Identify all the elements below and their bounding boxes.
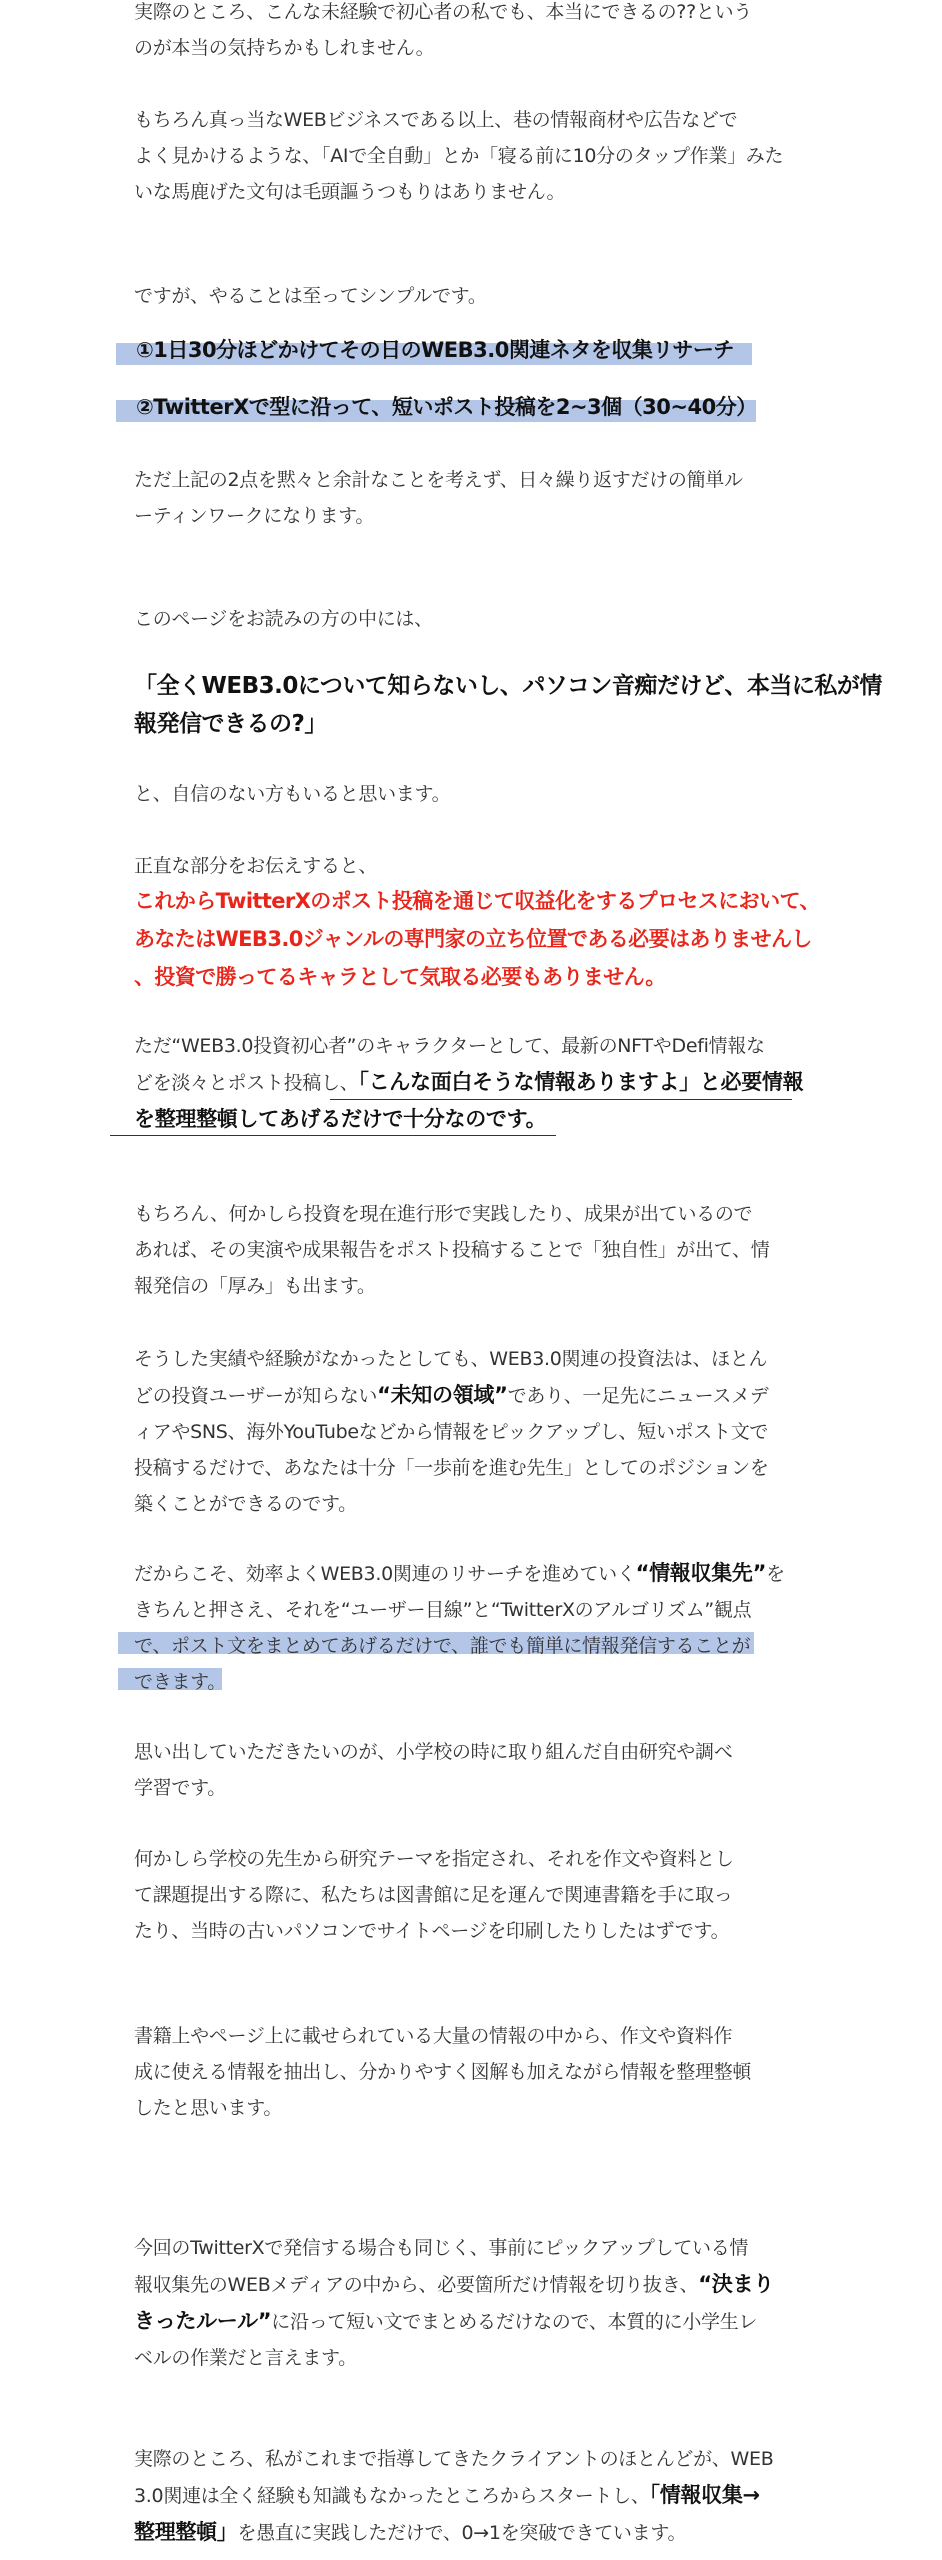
bold-segment: “未知の領域” [377,1383,508,1407]
bold-segment: 「情報収集→ [649,2483,760,2507]
text-line: もちろん、何かしら投資を現在進行形で実践したり、成果が出ているので [134,1203,753,1225]
text-line: ィアやSNS、海外YouTubeなどから情報をピックアップし、短いポスト文で [134,1421,769,1443]
paragraph-no-confidence [134,776,794,812]
text-line: ベルの作業だと言えます。 [134,2347,357,2369]
text-line: ですが、やることは至ってシンプルです。 [134,285,487,307]
text-line [134,1377,794,1414]
text-line: きちんと押さえ、それを“ユーザー目線”と“TwitterXのアルゴリズム”観点 [134,1599,752,1621]
text-line: 書籍上やページ上に載せられている大量の情報の中から、作文や資料作 [134,2025,733,2047]
red-emphasis [134,882,820,996]
paragraph-doubt [134,0,794,66]
text-line [134,2303,794,2340]
text-line: 実際のところ、こんな未経験で初心者の私でも、本当にできるの??という [134,1,752,23]
paragraph-organize [134,2018,794,2126]
underline-rule [110,1135,556,1136]
text-line: 報発信の「厚み」も出ます。 [134,1275,376,1297]
text-line: 成に使える情報を抽出し、分かりやすく図解も加えながら情報を整理整頓 [134,2061,752,2083]
text-line: できます。 [134,1671,226,1693]
bold-segment: “情報収集先” [635,1561,767,1585]
text-segment: どの投資ユーザーが知らない [134,1385,378,1407]
underline-rule [330,1099,792,1100]
step-2-text: ②TwitterXで型に沿って、短いポスト投稿を2~3個（30~40分） [136,395,757,419]
text-segment: 3.0関連は全く経験も知識もなかったところからスタートし、 [134,2485,650,2507]
paragraph-honest-business [134,102,794,210]
paragraph-honest [134,848,794,884]
quote-line: 「全くWEB3.0について知らないし、パソコン音痴だけど、本当に私が情 [134,673,882,699]
paragraph-fixed-rules [134,2230,794,2376]
text-line: 実際のところ、私がこれまで指導してきたクライアントのほとんどが、WEB [134,2448,774,2470]
text-line: 何かしら学校の先生から研究テーマを指定され、それを作文や資料とし [134,1848,734,1870]
text-line: いな馬鹿げた文句は毛頭謳うつもりはありません。 [134,181,566,203]
text-line: で、ポスト文をまとめてあげるだけで、誰でも簡単に情報発信することが [134,1635,751,1657]
reader-quote [134,667,882,743]
step-1-text: ①1日30分ほどかけてその日のWEB3.0関連ネタを収集リサーチ [136,338,734,362]
text-line: ーティンワークになります。 [134,505,375,527]
text-line: あれば、その実演や成果報告をポスト投稿することで「独自性」が出て、情 [134,1239,770,1261]
text-line: 思い出していただきたいのが、小学校の時に取り組んだ自由研究や調べ [134,1741,733,1763]
text-segment: どを淡々とポスト投稿し、 [134,1072,359,1094]
paragraph-sources [134,1555,794,1700]
text-line: ただ上記の2点を黙々と余計なことを考えず、日々繰り返すだけの簡単ル [134,469,743,491]
text-line: このページをお読みの方の中には、 [134,608,433,630]
text-segment: だからこそ、効率よくWEB3.0関連のリサーチを進めていく [134,1563,636,1585]
text-segment: 報収集先のWEBメディアの中から、必要箇所だけ情報を切り抜き、 [134,2274,699,2296]
text-line: そうした実績や経験がなかったとしても、WEB3.0関連の投資法は、ほとん [134,1348,768,1370]
text-segment: であり、一足先にニュースメデ [507,1385,769,1407]
bold-segment: “決まり [698,2272,774,2296]
paragraph-school-research [134,1734,794,1806]
text-line: 今回のTwitterXで発信する場合も同じく、事前にピックアップしている情 [134,2237,749,2259]
text-line: よく見かけるような、「AIで全自動」とか「寝る前に10分のタップ作業」みた [134,145,784,167]
text-line: たり、当時の古いパソコンでサイトページを印刷したりしたはずです。 [134,1920,730,1942]
text-line: 正直な部分をお伝えすると、 [134,855,378,877]
text-line: と、自信のない方もいると思います。 [134,783,451,805]
text-segment: を愚直に実践しただけで、0→1を突破できています。 [237,2522,687,2544]
bold-segment: 「こんな面白そうな情報ありますよ」と必要情報 [358,1070,804,1094]
text-line: のが本当の気持ちかもしれません。 [134,37,435,59]
text-line: ただ“WEB3.0投資初心者”のキャラクターとして、最新のNFTやDefi情報な [134,1035,765,1057]
paragraph-library [134,1841,794,1949]
text-line [134,2514,794,2551]
bold-segment: きったルール” [134,2309,272,2333]
bold-segment: 整理整頓」 [134,2520,238,2544]
bold-line: を整理整頓してあげるだけで十分なのです。 [134,1107,547,1131]
paragraph-unknown-field [134,1341,794,1522]
red-line: あなたはWEB3.0ジャンルの専門家の立ち位置である必要はありませんし [134,927,812,951]
paragraph-clients [134,2441,794,2551]
quote-line: 報発信できるの?」 [134,711,327,737]
text-line [134,1064,804,1101]
paragraph-uniqueness [134,1196,794,1304]
text-line: 学習です。 [134,1777,226,1799]
text-line [134,2477,794,2514]
paragraph-routine [134,462,794,534]
text-segment: に沿って短い文でまとめるだけなので、本質的に小学生レ [271,2311,758,2333]
text-segment: を [766,1563,785,1585]
paragraph-readers [134,601,794,637]
text-line: もちろん真っ当なWEBビジネスである以上、巷の情報商材や広告などで [134,109,738,131]
red-line: 、投資で勝ってるキャラとして気取る必要もありません。 [134,965,666,989]
text-line: 築くことができるのです。 [134,1493,357,1515]
text-line [134,1555,794,1592]
paragraph-beginner-character [134,1028,804,1137]
text-line [134,2266,794,2303]
text-line: て課題提出する際に、私たちは図書館に足を運んで関連書籍を手に取っ [134,1884,733,1906]
text-line: 投稿するだけで、あなたは十分「一歩前を進む先生」としてのポジションを [134,1457,769,1479]
red-line: これからTwitterXのポスト投稿を通じて収益化をするプロセスにおいて、 [134,889,820,913]
paragraph-simple [134,278,794,314]
text-line: したと思います。 [134,2097,283,2119]
